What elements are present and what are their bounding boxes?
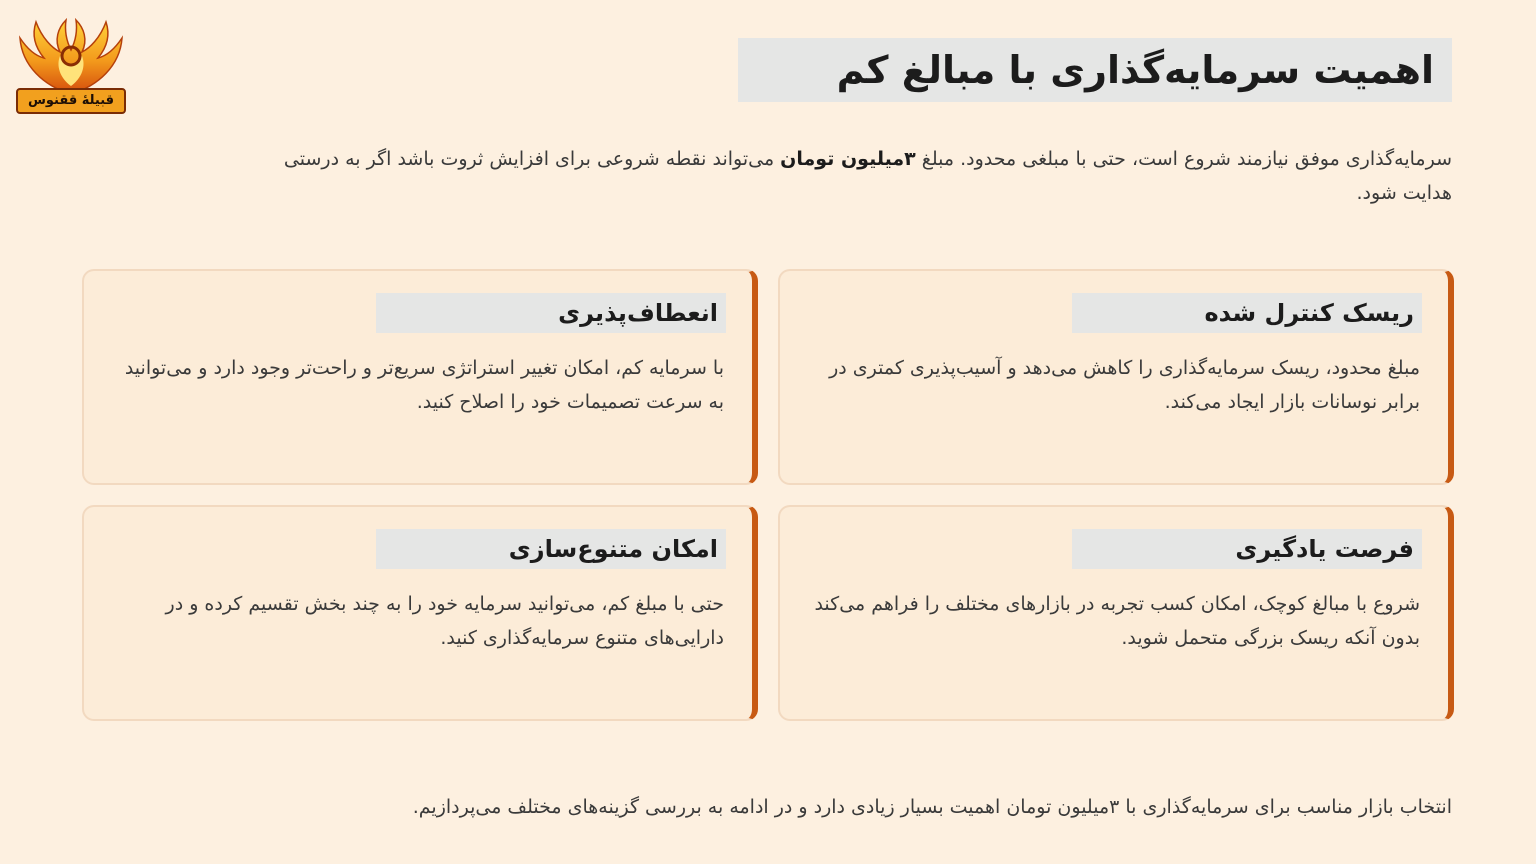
card-heading	[1072, 529, 1422, 569]
card-heading	[376, 293, 726, 333]
card-heading	[376, 529, 726, 569]
footer-paragraph: انتخاب بازار مناسب برای سرمایه‌گذاری با ۳میلیون تومان اهمیت بسیار زیادی دارد و در ادامه به بررسی گزینه‌های مختلف می‌پردازیم.	[412, 796, 1452, 818]
phoenix-icon	[14, 16, 128, 96]
card-flexibility	[82, 269, 758, 485]
card-diversification	[82, 505, 758, 721]
card-controlled-risk	[778, 269, 1454, 485]
card-body: حتی با مبلغ کم، می‌توانید سرمایه خود را به چند بخش تقسیم کرده و در دارایی‌های متنوع سرمایه‌گذاری کنید.	[165, 593, 724, 649]
card-learning-opportunity	[778, 505, 1454, 721]
intro-highlight: ۳میلیون تومان	[780, 148, 916, 170]
intro-text-end: می‌تواند نقطه شروعی برای افزایش ثروت باشد اگر به درستی هدایت شود.	[283, 148, 1452, 204]
card-title: ریسک کنترل شده	[1204, 299, 1414, 327]
card-title: فرصت یادگیری	[1235, 535, 1414, 563]
card-title: امکان متنوع‌سازی	[508, 535, 718, 563]
page-title: اهمیت سرمایه‌گذاری با مبالغ کم	[836, 48, 1434, 92]
intro-paragraph	[230, 142, 1452, 210]
brand-logo-text: قبیلهٔ ققنوس	[16, 88, 126, 114]
card-title: انعطاف‌پذیری	[558, 299, 718, 327]
card-body: مبلغ محدود، ریسک سرمایه‌گذاری را کاهش می‌دهد و آسیب‌پذیری کمتری در برابر نوسانات بازار ایجاد می‌کند.	[829, 357, 1420, 413]
card-body: شروع با مبالغ کوچک، امکان کسب تجربه در بازارهای مختلف را فراهم می‌کند بدون آنکه ریسک بزرگی متحمل شوید.	[814, 593, 1420, 649]
title-bar	[738, 38, 1452, 102]
brand-logo	[14, 16, 128, 118]
card-heading	[1072, 293, 1422, 333]
intro-text-start: سرمایه‌گذاری موفق نیازمند شروع است، حتی با مبلغی محدود. مبلغ	[915, 148, 1452, 170]
card-body: با سرمایه کم، امکان تغییر استراتژی سریع‌تر و راحت‌تر وجود دارد و می‌توانید به سرعت تصمیمات خود را اصلاح کنید.	[124, 357, 724, 413]
